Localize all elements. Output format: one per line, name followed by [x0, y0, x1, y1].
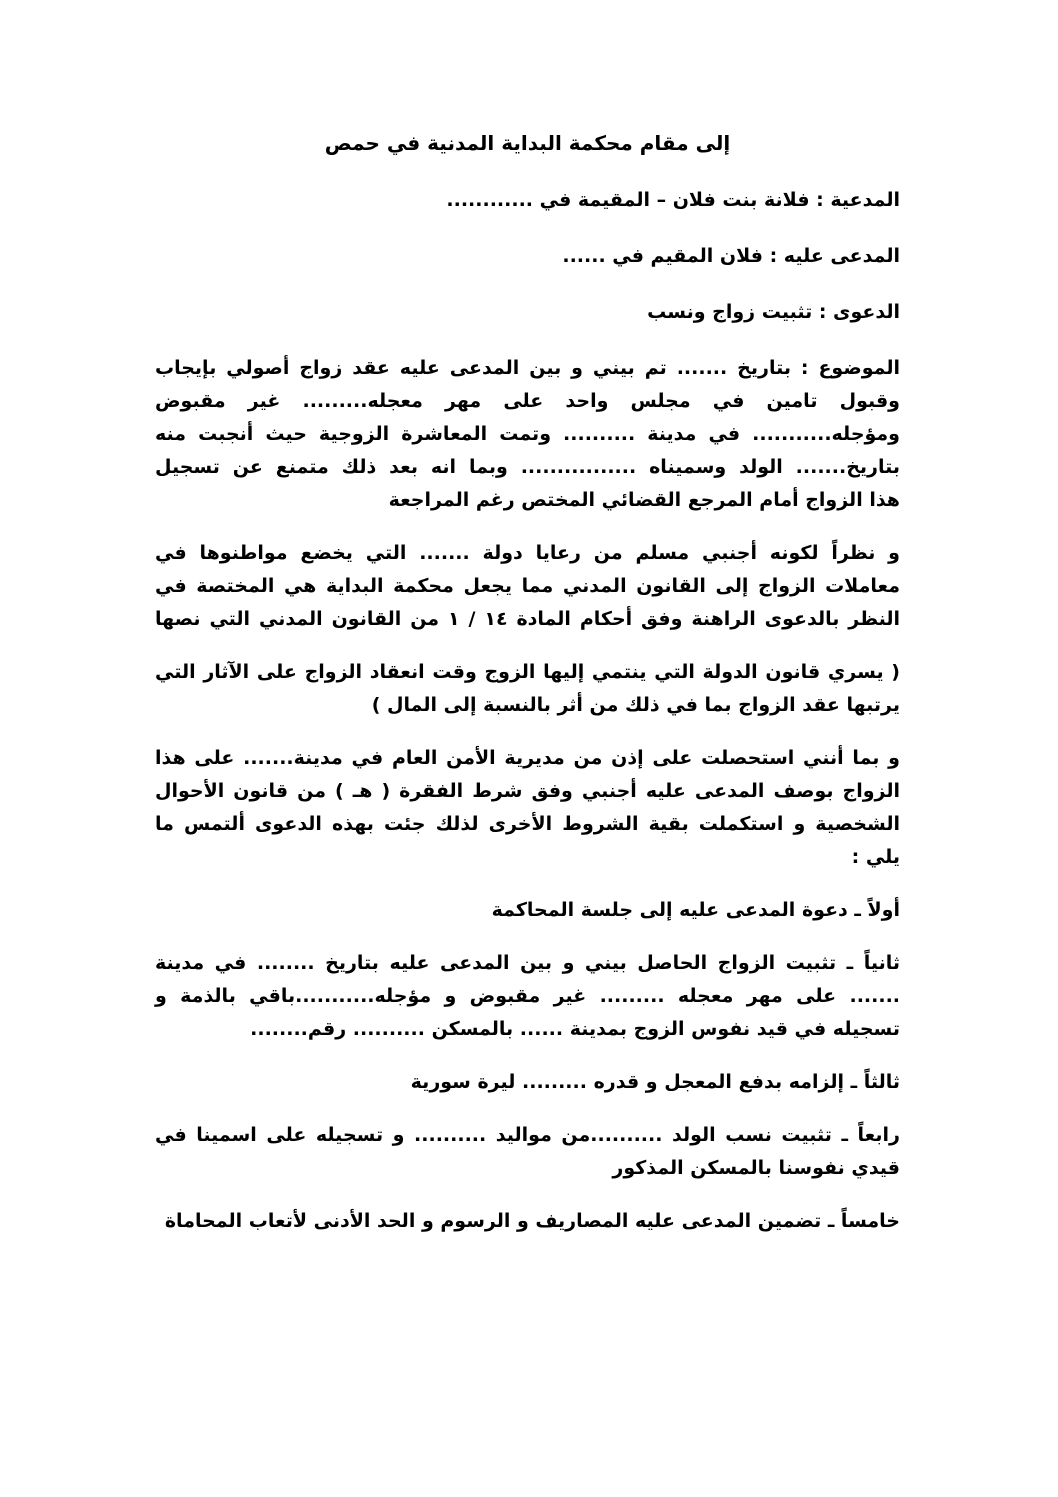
- permission-line: و بما أنني استحصلت على إذن من مديرية الأمن العام في مدينة....... على هذا: [155, 747, 900, 769]
- quote-line: يرتبها عقد الزواج بما في ذلك من أثر بالنسبة إلى المال ): [371, 694, 900, 716]
- request-line: ثانياً ـ تثبيت الزواج الحاصل بيني و بين المدعى عليه بتاريخ ........ في مدينة: [155, 952, 900, 974]
- request-line: قيدي نفوسنا بالمسكن المذكور: [612, 1157, 900, 1179]
- quote-line: ( يسري قانون الدولة التي ينتمي إليها الزوج وقت انعقاد الزواج على الآثار التي: [155, 661, 900, 683]
- court-address-title: إلى مقام محكمة البداية المدنية في حمص: [324, 131, 731, 155]
- subject-line: ومؤجله........... في مدينة .......... وتمت المعاشرة الزوجية حيث أنجبت منه: [155, 423, 900, 445]
- permission-line: يلي :: [851, 846, 900, 868]
- defendant-line: المدعى عليه : فلان المقيم في ......: [562, 245, 900, 267]
- law-quote-paragraph: [155, 656, 900, 722]
- request-line: خامساً ـ تضمين المدعى عليه المصاريف و الرسوم و الحد الأدنى لأتعاب المحاماة: [164, 1210, 900, 1232]
- request-second: [155, 947, 900, 1046]
- request-line: ....... على مهر معجله ......... غير مقبوض و مؤجله...........باقي بالذمة و: [155, 985, 900, 1007]
- permission-line: الشخصية و استكملت بقية الشروط الأخرى لذلك جئت بهذه الدعوى ألتمس ما: [155, 813, 900, 835]
- permission-line: الزواج بوصف المدعى عليه أجنبي وفق شرط الفقرة ( هـ ) من قانون الأحوال: [155, 780, 900, 802]
- request-line: ثالثاً ـ إلزامه بدفع المعجل و قدره ......... ليرة سورية: [410, 1071, 900, 1093]
- request-line: أولاً ـ دعوة المدعى عليه إلى جلسة المحاكمة: [491, 899, 900, 921]
- subject-line: بتاريخ....... الولد وسميناه ................ وبما انه بعد ذلك متمنع عن تسجيل: [155, 456, 900, 478]
- petition-document: [155, 128, 900, 1258]
- foreign-national-paragraph: [155, 537, 900, 636]
- permission-paragraph: [155, 742, 900, 874]
- subject-line: هذا الزواج أمام المرجع القضائي المختص رغم المراجعة: [388, 489, 900, 511]
- subject-paragraph: [155, 352, 900, 517]
- request-line: تسجيله في قيد نفوس الزوج بمدينة ...... بالمسكن .......... رقم........: [250, 1018, 900, 1040]
- foreign-line: و نظراً لكونه أجنبي مسلم من رعايا دولة ....... التي يخضع مواطنوها في: [155, 542, 900, 564]
- subject-line: وقبول تامين في مجلس واحد على مهر معجله......... غير مقبوض: [155, 390, 900, 412]
- foreign-line: معاملات الزواج إلى القانون المدني مما يجعل محكمة البداية هي المختصة في: [155, 575, 900, 597]
- subject-line: الموضوع : بتاريخ ....... تم بيني و بين المدعى عليه عقد زواج أصولي بإيجاب: [155, 357, 900, 379]
- foreign-line: النظر بالدعوى الراهنة وفق أحكام المادة ١٤ / ١ من القانون المدني التي نصها: [155, 608, 900, 630]
- request-line: رابعاً ـ تثبيت نسب الولد ..........من مواليد .......... و تسجيله على اسمينا في: [155, 1124, 900, 1146]
- request-fourth: [155, 1119, 900, 1185]
- plaintiff-line: المدعية : فلانة بنت فلان – المقيمة في ............: [446, 189, 900, 211]
- case-title-line: الدعوى : تثبيت زواج ونسب: [647, 301, 900, 323]
- request-fifth: [155, 1205, 900, 1238]
- request-first: [155, 894, 900, 927]
- request-third: [155, 1066, 900, 1099]
